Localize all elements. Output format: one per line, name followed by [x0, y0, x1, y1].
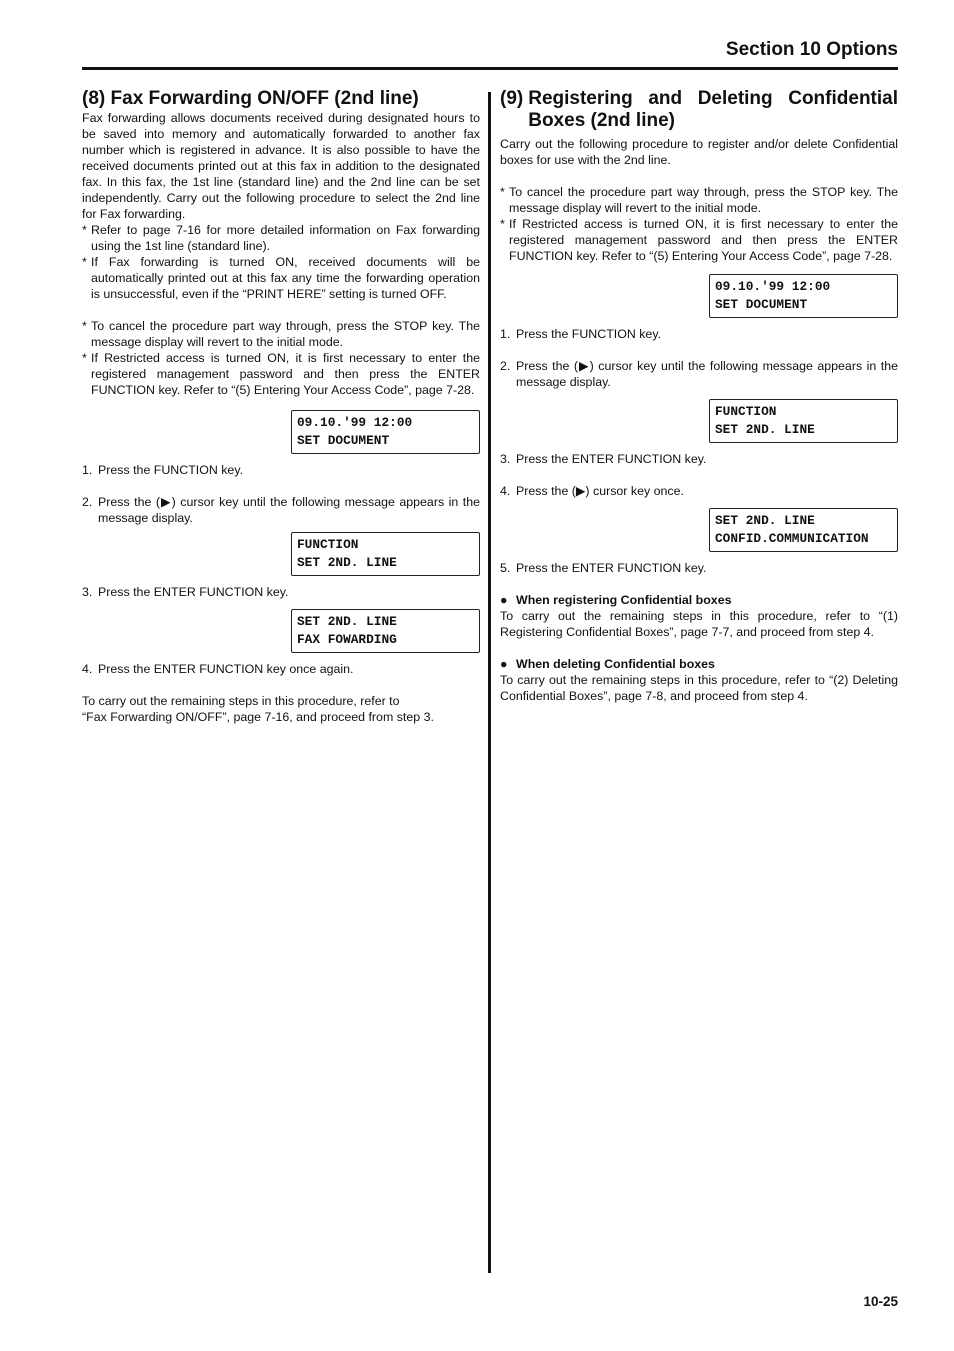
message-display: SET 2ND. LINE CONFID.COMMUNICATION [709, 508, 898, 552]
section-8-intro: Fax forwarding allows documents received during designated hours to be saved into memory and automatically forwarded to another fax number which is registered in advance. It is also possible to have the received documents printed out at this fax in addition to the designated fax. In this fax, the 1st line (standard line) and the 2nd line can be set independently. Carry out the following procedure to select the 2nd line for Fax forwarding. [82, 111, 480, 221]
section-9-heading: (9) Registering and Deleting Confidential Boxes (2nd line) [500, 88, 898, 131]
note: * Refer to page 7-16 for more detailed information on Fax forwarding using the 1st line (standard line). [82, 223, 480, 253]
step-2: 2. Press the (▶) cursor key until the following message appears in the message display. [500, 359, 898, 389]
message-display: SET 2ND. LINE FAX FOWARDING [291, 609, 480, 653]
note: * If Restricted access is turned ON, it is first necessary to enter the registered management password and then press the ENTER FUNCTION key. Refer to “(5) Entering Your Access Code”, page 7-28. [82, 351, 480, 397]
section-header: Section 10 Options [725, 39, 898, 60]
subheading-delete: ● When deleting Confidential boxes [500, 657, 715, 671]
step-2: 2. Press the (▶) cursor key until the following message appears in the message display. [82, 495, 480, 525]
register-text: To carry out the remaining steps in this procedure, refer to “(1) Registering Confidential Boxes”, page 7-7, and proceed from step 4. [500, 609, 898, 639]
note: * If Restricted access is turned ON, it is first necessary to enter the registered management password and then press the ENTER FUNCTION key. Refer to “(5) Entering Your Access Code”, page 7-28. [500, 217, 898, 263]
column-divider [488, 92, 491, 1273]
step-5: 5. Press the ENTER FUNCTION key. [500, 561, 707, 575]
section-8-heading: (8) Fax Forwarding ON/OFF (2nd line) [82, 88, 419, 109]
subheading-register: ● When registering Confidential boxes [500, 593, 732, 607]
header-rule [82, 67, 898, 70]
closing-text: “Fax Forwarding ON/OFF”, page 7-16, and proceed from step 3. [82, 710, 434, 724]
left-column [82, 88, 480, 725]
note: * To cancel the procedure part way through, press the STOP key. The message display will revert to the initial mode. [82, 319, 480, 349]
page-number: 10-25 [863, 1294, 898, 1309]
message-display: FUNCTION SET 2ND. LINE [291, 532, 480, 576]
step-3: 3. Press the ENTER FUNCTION key. [82, 585, 289, 599]
note: * If Fax forwarding is turned ON, received documents will be automatically printed out at this fax any time the forwarding operation is unsuccessful, even if the “PRINT HERE” setting is turned OFF. [82, 255, 480, 301]
note: * To cancel the procedure part way through, press the STOP key. The message display will revert to the initial mode. [500, 185, 898, 215]
step-4: 4. Press the ENTER FUNCTION key once again. [82, 662, 354, 676]
message-display: FUNCTION SET 2ND. LINE [709, 399, 898, 443]
message-display: 09.10.'99 12:00 SET DOCUMENT [291, 410, 480, 454]
right-column [500, 88, 898, 704]
step-4: 4. Press the (▶) cursor key once. [500, 484, 684, 498]
section-9-intro: Carry out the following procedure to register and/or delete Confidential boxes for use with the 2nd line. [500, 137, 898, 167]
step-1: 1. Press the FUNCTION key. [500, 327, 662, 341]
closing-text: To carry out the remaining steps in this procedure, refer to [82, 694, 400, 708]
delete-text: To carry out the remaining steps in this procedure, refer to “(2) Deleting Confidential Boxes”, page 7-8, and proceed from step 4. [500, 673, 898, 703]
step-1: 1. Press the FUNCTION key. [82, 463, 244, 477]
message-display: 09.10.'99 12:00 SET DOCUMENT [709, 274, 898, 318]
step-3: 3. Press the ENTER FUNCTION key. [500, 452, 707, 466]
